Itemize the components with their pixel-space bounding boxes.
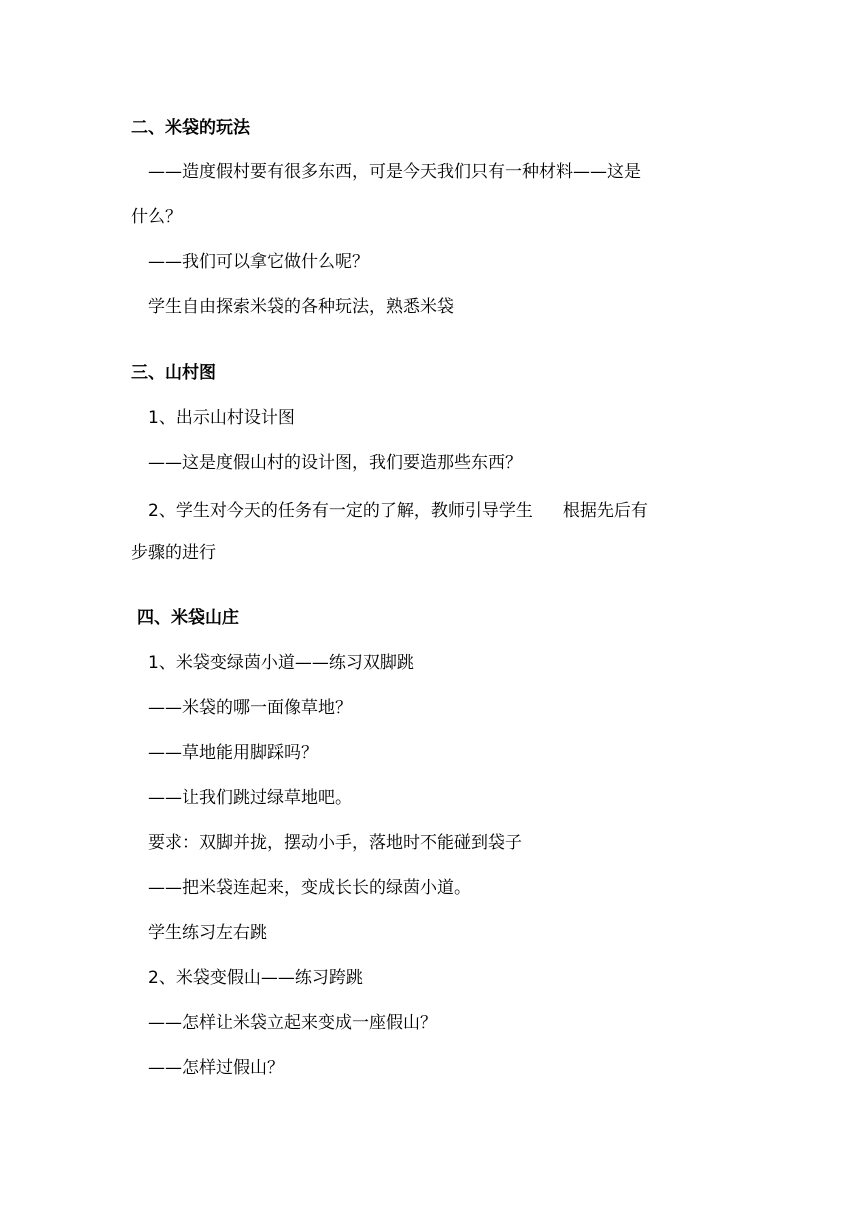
section-4-line: ——怎样让米袋立起来变成一座假山？ <box>148 1013 437 1033</box>
section-4-line: 1、米袋变绿茵小道——练习双脚跳 <box>148 653 414 673</box>
section-4-line: ——让我们跳过绿草地吧。 <box>148 788 352 808</box>
section-3-item-2-line-1 <box>148 499 648 523</box>
section-3-heading: 三、山村图 <box>131 363 216 383</box>
section-3-item-2-part-1: 2、学生对今天的任务有一定的了解，教师引导学生 <box>148 501 533 521</box>
section-4-line: ——米袋的哪一面像草地？ <box>148 698 352 718</box>
section-4-heading: 四、米袋山庄 <box>137 608 239 628</box>
section-4-line: ——把米袋连起来，变成长长的绿茵小道。 <box>148 878 471 898</box>
section-2-heading: 二、米袋的玩法 <box>131 118 250 138</box>
section-3-item-1-question: ——这是度假山村的设计图，我们要造那些东西？ <box>148 453 522 473</box>
section-4-line: 学生练习左右跳 <box>148 923 267 943</box>
section-2-paragraph-1-line-1: ——造度假村要有很多东西，可是今天我们只有一种材料——这是 <box>148 162 641 182</box>
section-2-paragraph-2: ——我们可以拿它做什么呢？ <box>148 252 369 272</box>
section-2-paragraph-3: 学生自由探索米袋的各种玩法，熟悉米袋 <box>148 297 454 317</box>
section-3-item-2-part-2: 根据先后有 <box>562 501 648 521</box>
section-4-line: 2、米袋变假山——练习跨跳 <box>148 968 363 988</box>
section-4-line: 要求：双脚并拢，摆动小手，落地时不能碰到袋子 <box>148 833 522 853</box>
section-4-line: ——草地能用脚踩吗？ <box>148 743 318 763</box>
section-3-item-1: 1、出示山村设计图 <box>148 408 295 428</box>
section-4-line: ——怎样过假山？ <box>148 1058 284 1078</box>
section-3-item-2-line-2: 步骤的进行 <box>131 543 216 563</box>
section-2-paragraph-1-line-2: 什么？ <box>131 207 182 227</box>
